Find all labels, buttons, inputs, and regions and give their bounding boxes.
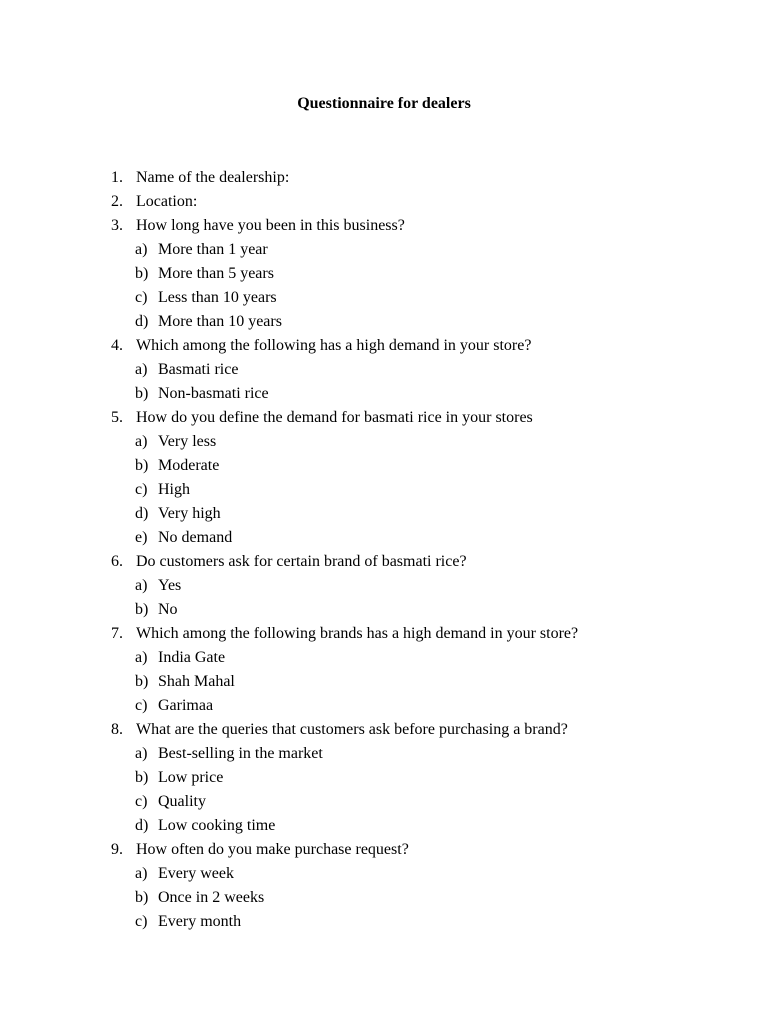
option-item — [0, 502, 768, 526]
question-row — [0, 214, 768, 238]
option-text: Garimaa — [158, 697, 214, 714]
option-letter: b) — [135, 889, 149, 906]
question-list — [0, 166, 768, 934]
option-list — [0, 574, 768, 622]
question-row — [0, 166, 768, 190]
question-item — [0, 838, 768, 934]
option-letter: a) — [135, 241, 148, 258]
question-text: How long have you been in this business? — [136, 217, 405, 234]
question-text: How do you define the demand for basmati rice in your stores — [136, 409, 533, 426]
option-text: Quality — [158, 793, 206, 810]
option-item — [0, 670, 768, 694]
option-item — [0, 238, 768, 262]
option-text: Once in 2 weeks — [158, 889, 265, 906]
option-letter: c) — [135, 697, 148, 714]
option-letter: b) — [135, 385, 149, 402]
option-letter: d) — [135, 505, 149, 522]
document-title: Questionnaire for dealers — [297, 95, 471, 112]
question-item — [0, 190, 768, 214]
option-list — [0, 358, 768, 406]
question-item — [0, 718, 768, 838]
question-item — [0, 406, 768, 550]
option-text: India Gate — [158, 649, 226, 666]
option-letter: b) — [135, 601, 149, 618]
option-letter: a) — [135, 433, 148, 450]
option-letter: a) — [135, 865, 148, 882]
option-text: Moderate — [158, 457, 220, 474]
question-number: 1. — [111, 169, 123, 186]
option-text: High — [158, 481, 190, 498]
option-text: Basmati rice — [158, 361, 239, 378]
option-item — [0, 790, 768, 814]
option-item — [0, 526, 768, 550]
question-number: 4. — [111, 337, 123, 354]
option-item — [0, 814, 768, 838]
option-item — [0, 382, 768, 406]
option-letter: c) — [135, 913, 148, 930]
option-text: Every month — [158, 913, 242, 930]
option-letter: e) — [135, 529, 148, 546]
question-number: 5. — [111, 409, 123, 426]
option-letter: d) — [135, 313, 149, 330]
option-item — [0, 886, 768, 910]
option-item — [0, 574, 768, 598]
question-number: 9. — [111, 841, 123, 858]
option-item — [0, 862, 768, 886]
option-item — [0, 262, 768, 286]
question-item — [0, 214, 768, 334]
option-letter: b) — [135, 265, 149, 282]
option-letter: a) — [135, 361, 148, 378]
question-number: 7. — [111, 625, 123, 642]
question-item — [0, 622, 768, 718]
option-item — [0, 742, 768, 766]
option-letter: a) — [135, 745, 148, 762]
option-text: Non-basmati rice — [158, 385, 269, 402]
option-text: Less than 10 years — [158, 289, 277, 306]
question-item — [0, 550, 768, 622]
option-letter: b) — [135, 457, 149, 474]
question-text: Location: — [136, 193, 198, 210]
question-text: What are the queries that customers ask before purchasing a brand? — [136, 721, 568, 738]
option-text: Yes — [158, 577, 182, 594]
option-letter: b) — [135, 769, 149, 786]
option-text: Low price — [158, 769, 224, 786]
question-text: How often do you make purchase request? — [136, 841, 409, 858]
question-number: 2. — [111, 193, 123, 210]
option-item — [0, 598, 768, 622]
option-list — [0, 646, 768, 718]
option-letter: a) — [135, 577, 148, 594]
option-text: Best-selling in the market — [158, 745, 323, 762]
option-item — [0, 430, 768, 454]
option-text: Shah Mahal — [158, 673, 235, 690]
question-item — [0, 166, 768, 190]
question-item — [0, 334, 768, 406]
question-text: Name of the dealership: — [136, 169, 290, 186]
question-row — [0, 622, 768, 646]
option-text: More than 5 years — [158, 265, 274, 282]
option-text: More than 10 years — [158, 313, 282, 330]
option-item — [0, 358, 768, 382]
question-text: Which among the following has a high demand in your store? — [136, 337, 532, 354]
option-item — [0, 286, 768, 310]
option-item — [0, 310, 768, 334]
option-letter: c) — [135, 289, 148, 306]
option-text: Very less — [158, 433, 217, 450]
question-row — [0, 838, 768, 862]
option-letter: c) — [135, 481, 148, 498]
option-letter: c) — [135, 793, 148, 810]
option-list — [0, 238, 768, 334]
option-text: No — [158, 601, 178, 618]
option-item — [0, 478, 768, 502]
option-letter: b) — [135, 673, 149, 690]
question-text: Which among the following brands has a high demand in your store? — [136, 625, 579, 642]
option-letter: a) — [135, 649, 148, 666]
option-text: No demand — [158, 529, 233, 546]
option-item — [0, 646, 768, 670]
option-item — [0, 694, 768, 718]
option-item — [0, 454, 768, 478]
option-text: Very high — [158, 505, 221, 522]
question-text: Do customers ask for certain brand of basmati rice? — [136, 553, 467, 570]
question-number: 3. — [111, 217, 123, 234]
question-number: 8. — [111, 721, 123, 738]
option-list — [0, 742, 768, 838]
option-text: More than 1 year — [158, 241, 268, 258]
option-item — [0, 766, 768, 790]
question-row — [0, 190, 768, 214]
option-item — [0, 910, 768, 934]
option-list — [0, 862, 768, 934]
question-row — [0, 406, 768, 430]
option-list — [0, 430, 768, 550]
question-row — [0, 334, 768, 358]
option-letter: d) — [135, 817, 149, 834]
option-text: Every week — [158, 865, 234, 882]
question-number: 6. — [111, 553, 123, 570]
option-text: Low cooking time — [158, 817, 276, 834]
question-row — [0, 550, 768, 574]
question-row — [0, 718, 768, 742]
